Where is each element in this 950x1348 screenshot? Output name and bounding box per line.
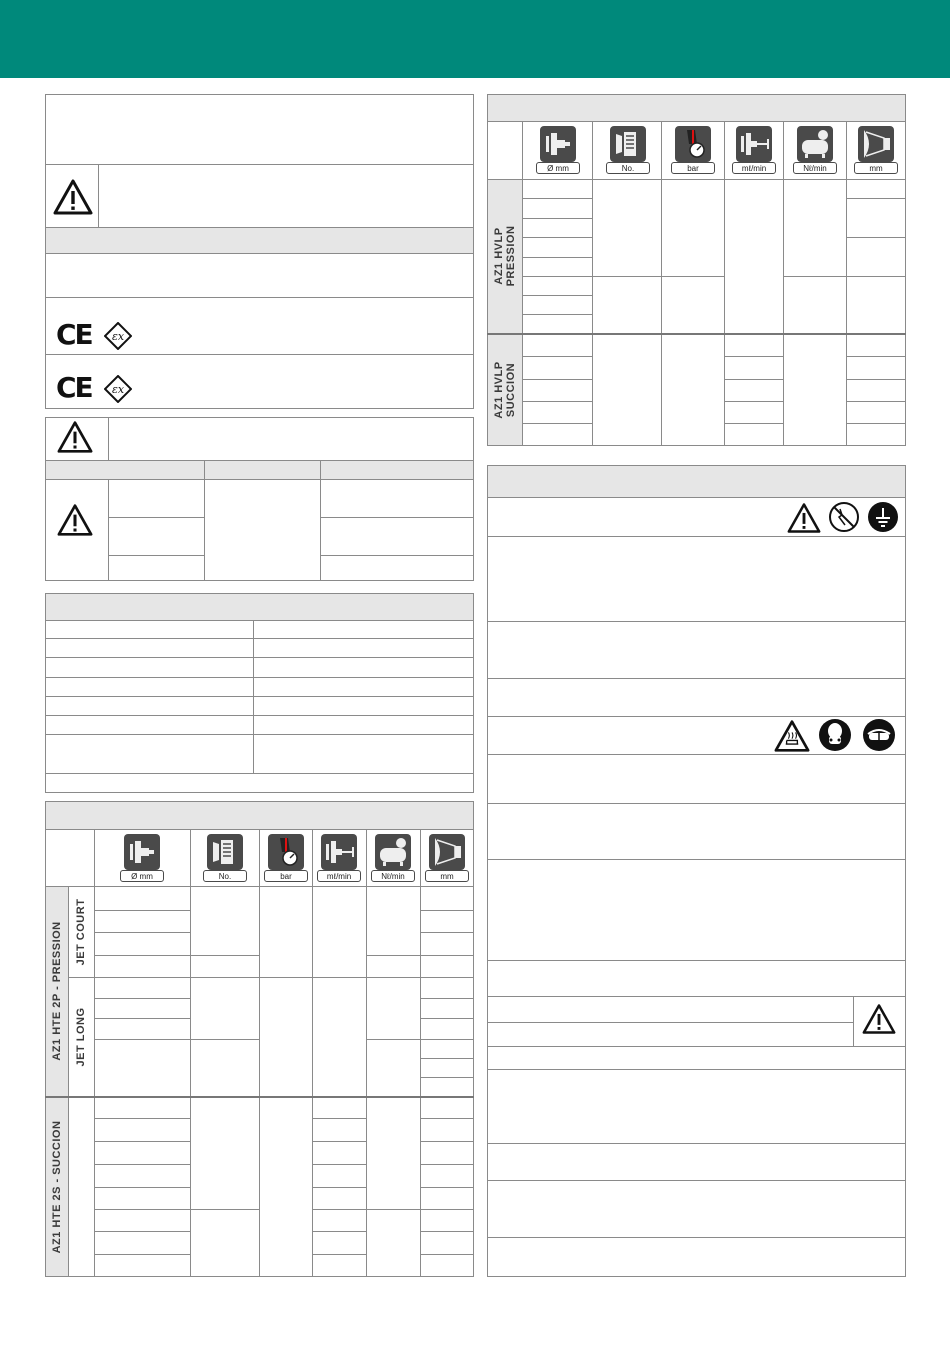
warning-icon xyxy=(52,178,94,221)
specifications-table xyxy=(45,593,474,793)
ex-atex-icon xyxy=(104,375,130,401)
ce-mark: CE xyxy=(56,371,92,404)
warning-icon xyxy=(56,420,94,459)
group-label: AZ1 HTE 2S - SUCCION xyxy=(51,1120,63,1254)
warning-table xyxy=(45,417,474,581)
svg-text:εx: εx xyxy=(111,330,125,343)
warning-icon xyxy=(56,503,94,542)
group-label: AZ1 HVLP PRESSION xyxy=(493,225,517,287)
group-label: AZ1 HTE 2P - PRESSION xyxy=(51,921,63,1061)
ground-icon xyxy=(867,501,899,538)
respirator-mask-icon xyxy=(818,718,852,757)
fumes-warning-icon xyxy=(773,719,811,758)
safety-goggles-icon xyxy=(862,718,896,757)
warning-icon xyxy=(786,502,822,539)
safety-instructions-box xyxy=(487,465,906,1277)
warning-icon xyxy=(861,1003,897,1040)
svg-text:εx: εx xyxy=(111,383,125,396)
ex-atex-icon xyxy=(104,322,130,348)
group-label: AZ1 HVLP SUCCION xyxy=(493,361,517,419)
ce-mark: CE xyxy=(56,318,92,351)
subgroup-label: JET LONG xyxy=(75,1007,87,1067)
header-band xyxy=(0,0,950,78)
subgroup-label: JET COURT xyxy=(75,898,87,966)
section-header-bar xyxy=(46,227,473,254)
no-spark-icon xyxy=(828,501,860,538)
